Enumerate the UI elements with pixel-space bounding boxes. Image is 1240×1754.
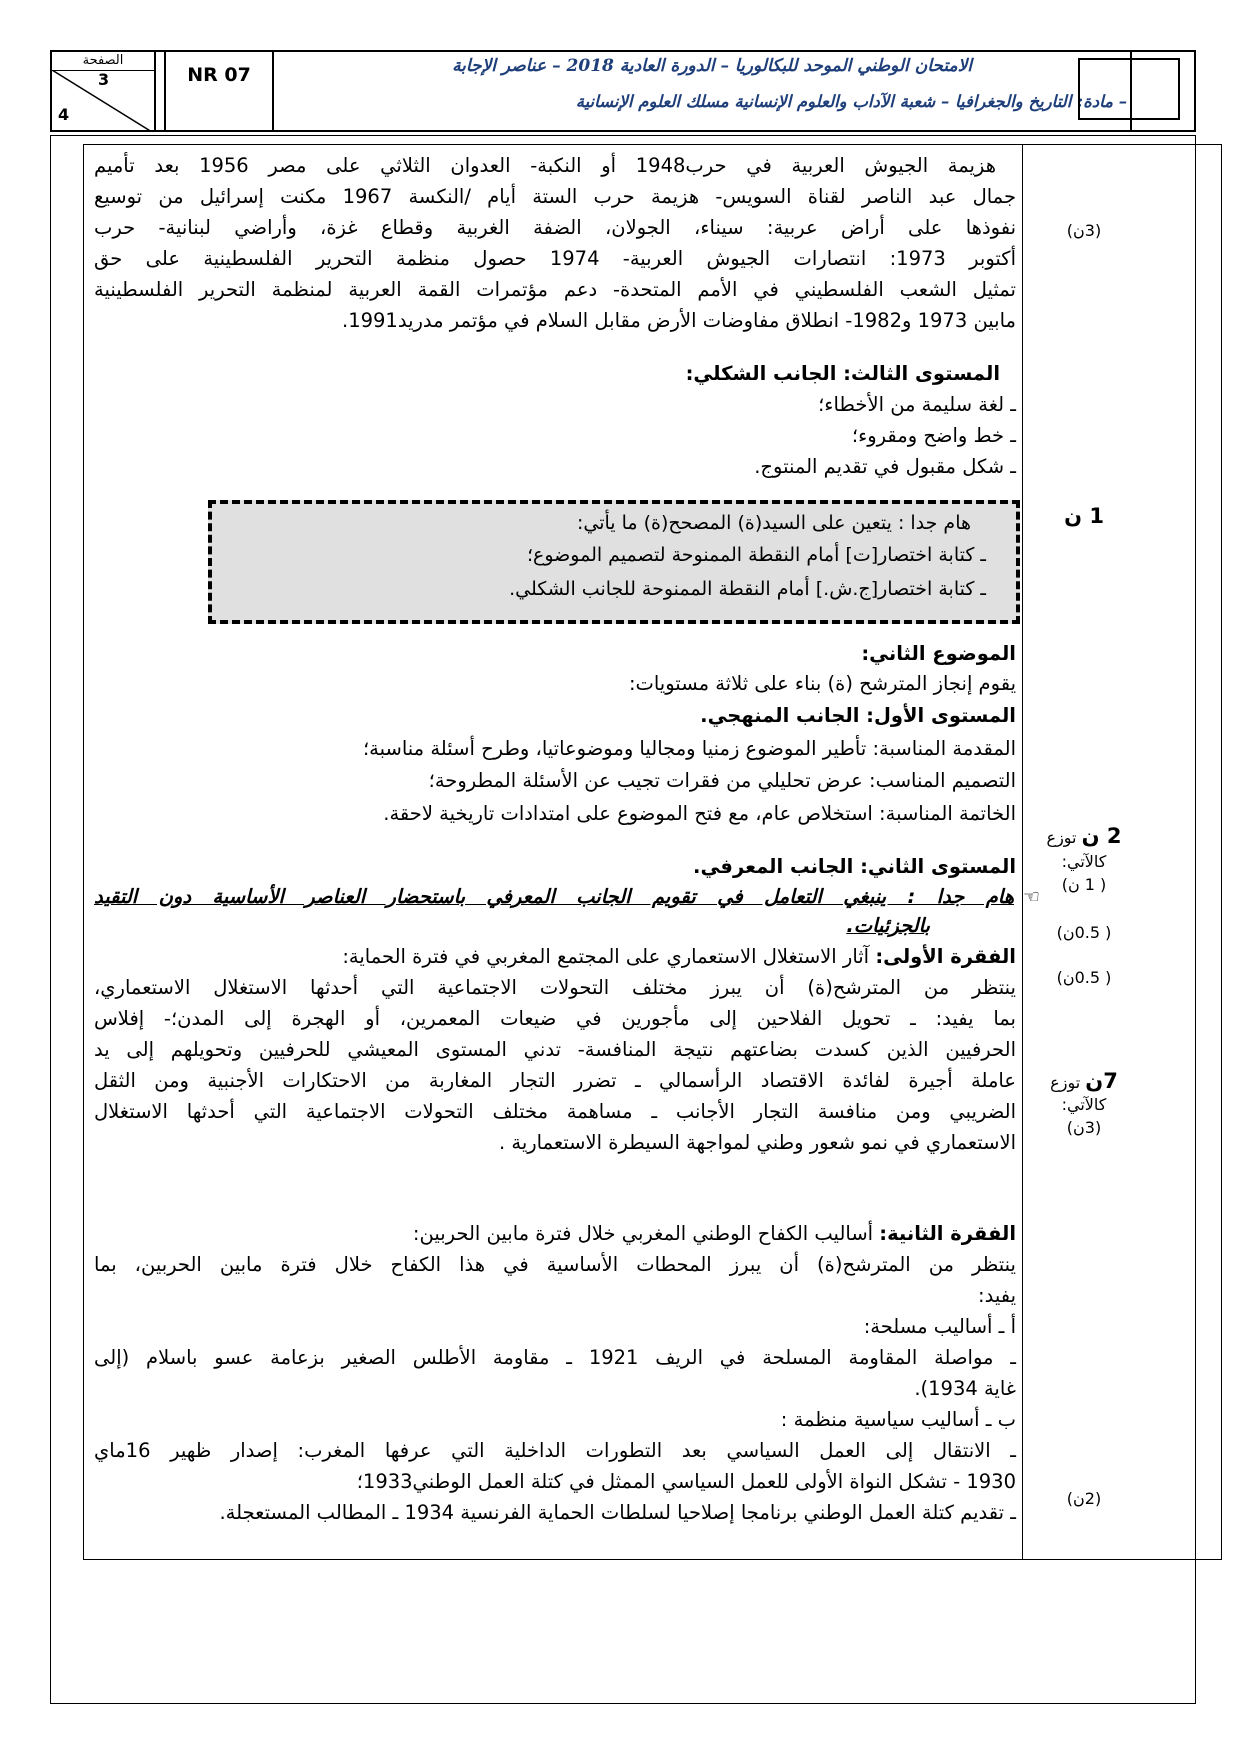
important-note-line1: هام جدا : ينبغي التعامل في تقويم الجانب المعرفي باستحضار العناصر الأساسية دون التقيد: [94, 885, 1014, 908]
pointing-hand-icon: ☜: [1022, 886, 1040, 908]
para-a-line: الاستعماري في نمو شعور وطني لمواجهة السيطرة الاستعمارية .: [498, 1131, 1016, 1154]
para-a-line: عاملة أجيرة لفائدة الاقتصاد الرأسمالي ـ تضرر التجار المغاربة من الاحتكارات الأجنبية ومن الثقل: [94, 1069, 1016, 1092]
score-formal: [1026, 505, 1142, 529]
level3-item: ـ لغة سليمة من الأخطاء؛: [818, 393, 1016, 416]
para1-line: جمال عبد الناصر لقناة السويس- هزيمة حرب الستة أيام /النكسة 1967 مكنت إسرائيل من توسيع: [94, 185, 1017, 208]
para-b-line: ـ تقديم كتلة العمل الوطني برنامجا إصلاحيا لسلطات الحماية الفرنسية 1934 ـ المطالب المستعجلة.: [219, 1501, 1016, 1524]
para-b-line: ب ـ أساليب سياسية منظمة :: [780, 1408, 1016, 1431]
notice-line: هام جدا : يتعين على السيد(ة) المصحح(ة) ما يأتي:: [576, 512, 971, 534]
stamp-box: [1078, 58, 1180, 120]
para1-line: نفوذها على أراض عربية: سيناء، الجولان، الضفة الغربية وقطاع غزة، وأراضي لبنانية- حرب: [94, 216, 1016, 239]
para-a-title: آثار الاستغلال الاستعماري على المجتمع المغربي في فترة الحماية:: [342, 945, 876, 968]
score-knowledge-note2: كالآتي:: [1061, 1095, 1107, 1114]
level1-item: المقدمة المناسبة: تأطير الموضوع زمنيا ومجاليا وموضوعاتيا، وطرح أسئلة مناسبة؛: [362, 737, 1016, 760]
para1-line: أكتوبر 1973: انتصارات الجيوش العربية- 1974 حصول منظمة التحرير الفلسطينية على حق: [94, 247, 1016, 270]
score-design: ( 0.5ن): [1056, 923, 1112, 942]
para-a-line: الحرفيين الذين كسدت بضاعتهم نتيجة المنافسة- تدني المستوى المعيشي للحرفيين وتحويلهم إلى يد: [94, 1038, 1016, 1061]
para1-line: هزيمة الجيوش العربية في حرب1948 أو النكبة- العدوان الثلاثي على مصر 1956 بعد تأميم: [94, 154, 996, 177]
level1-heading: المستوى الأول: الجانب المنهجي.: [700, 704, 1016, 727]
topic2-intro: يقوم إنجاز المترشح (ة) بناء على ثلاثة مستويات:: [628, 672, 1016, 695]
score-knowledge-note: توزع: [1050, 1073, 1086, 1092]
exam-title-line2: – مادة: التاريخ والجغرافيا – شعبة الآداب والعلوم الإنسانية مسلك العلوم الإنسانية: [575, 92, 1127, 111]
level3-heading: المستوى الثالث: الجانب الشكلي:: [685, 362, 1000, 385]
para-b-label: الفقرة الثانية:: [879, 1222, 1016, 1245]
score-column-divider: [1022, 144, 1023, 1560]
score-para-b: (2ن): [1066, 1489, 1102, 1508]
para-a-heading: [342, 943, 1016, 971]
exam-code: NR 07: [187, 64, 251, 86]
page-number: 3: [98, 70, 110, 89]
para-b-line: غاية 1934).: [914, 1377, 1016, 1400]
para-b-line: يفيد:: [978, 1284, 1016, 1307]
score-methodology: [1026, 825, 1142, 849]
exam-title: [272, 52, 1132, 132]
para-b-line: ينتظر من المترشح(ة) أن يبرز المحطات الأساسية في هذا الكفاح خلال فترة مابين الحربين، بما: [94, 1253, 1016, 1276]
score-methodology-value: 2 ن: [1081, 824, 1122, 848]
page-number-box: [52, 52, 156, 132]
notice-line: ـ كتابة اختصار[ج.ش.] أمام النقطة الممنوحة للجانب الشكلي.: [509, 578, 986, 600]
level2-heading: المستوى الثاني: الجانب المعرفي.: [693, 855, 1016, 878]
exam-header: [50, 50, 1196, 132]
score-formal-value: 1 ن: [1064, 504, 1104, 528]
level1-item: التصميم المناسب: عرض تحليلي من فقرات تجيب عن الأسئلة المطروحة؛: [428, 769, 1016, 792]
grader-notice-box: [208, 500, 1020, 624]
exam-code-box: [164, 52, 274, 132]
para-b-line: أ ـ أساليب مسلحة:: [863, 1315, 1016, 1338]
exam-title-line1: الامتحان الوطني الموحد للبكالوريا – الدورة العادية 2018 – عناصر الإجابة: [452, 56, 972, 76]
score-methodology-note: توزع: [1046, 828, 1082, 847]
score-para-a: (3ن): [1066, 1118, 1102, 1137]
para-a-line: الضريبي ومن منافسة التجار الأجانب ـ مساهمة مختلف التحولات الاجتماعية التي أحدثها الاستغلال: [94, 1100, 1016, 1123]
level3-item: ـ خط واضح ومقروء؛: [851, 424, 1016, 447]
topic2-heading: الموضوع الثاني:: [861, 642, 1016, 665]
level1-item: الخاتمة المناسبة: استخلاص عام، مع فتح الموضوع على امتدادات تاريخية لاحقة.: [383, 802, 1016, 825]
level3-item: ـ شكل مقبول في تقديم المنتوج.: [754, 455, 1016, 478]
para-b-line: ـ مواصلة المقاومة المسلحة في الريف 1921 ـ مقاومة الأطلس الصغير بزعامة عسو باسلام (إلى: [94, 1346, 1016, 1369]
score-intro: ( 1 ن): [1061, 875, 1107, 894]
para-a-line: بما يفيد: ـ تحويل الفلاحين إلى مأجورين في ضيعات المعمرين، أو الهجرة إلى المدن؛- إفلاس: [94, 1007, 1016, 1030]
page-label: الصفحة: [52, 52, 154, 71]
score-conclusion: ( 0.5ن): [1056, 968, 1112, 987]
para-b-line: ـ الانتقال إلى العمل السياسي بعد التطورات الداخلية التي عرفها المغرب: إصدار ظهير 16ماي: [94, 1439, 1016, 1462]
score-topic1-knowledge: (3ن): [1066, 221, 1102, 240]
para-b-line: 1930 - تشكل النواة الأولى للعمل السياسي الممثل في كتلة العمل الوطني1933؛: [356, 1470, 1016, 1493]
para-a-line: ينتظر من المترشح(ة) أن يبرز مختلف التحولات الاجتماعية التي أحدثها الاستغلال الاستعماري،: [94, 976, 1016, 999]
para1-line: تمثيل الشعب الفلسطيني في الأمم المتحدة- دعم مؤتمرات القمة العربية لمنظمة التحرير الفلسطينية: [94, 278, 1016, 301]
important-note-line2: بالجزئيات.: [846, 914, 930, 937]
notice-line: ـ كتابة اختصار[ت] أمام النقطة الممنوحة لتصميم الموضوع؛: [526, 544, 986, 566]
para-b-title: أساليب الكفاح الوطني المغربي خلال فترة مابين الحربين:: [412, 1222, 880, 1245]
score-knowledge: [1026, 1070, 1142, 1094]
para-b-heading: [413, 1220, 1016, 1248]
page-total: 4: [58, 105, 70, 124]
para1-line: مابين 1973 و1982- انطلاق مفاوضات الأرض مقابل السلام في مؤتمر مدريد1991.: [341, 309, 1016, 332]
score-methodology-note2: كالآتي:: [1061, 852, 1107, 871]
para-a-label: الفقرة الأولى:: [875, 945, 1016, 968]
score-knowledge-value: 7ن: [1085, 1069, 1118, 1093]
